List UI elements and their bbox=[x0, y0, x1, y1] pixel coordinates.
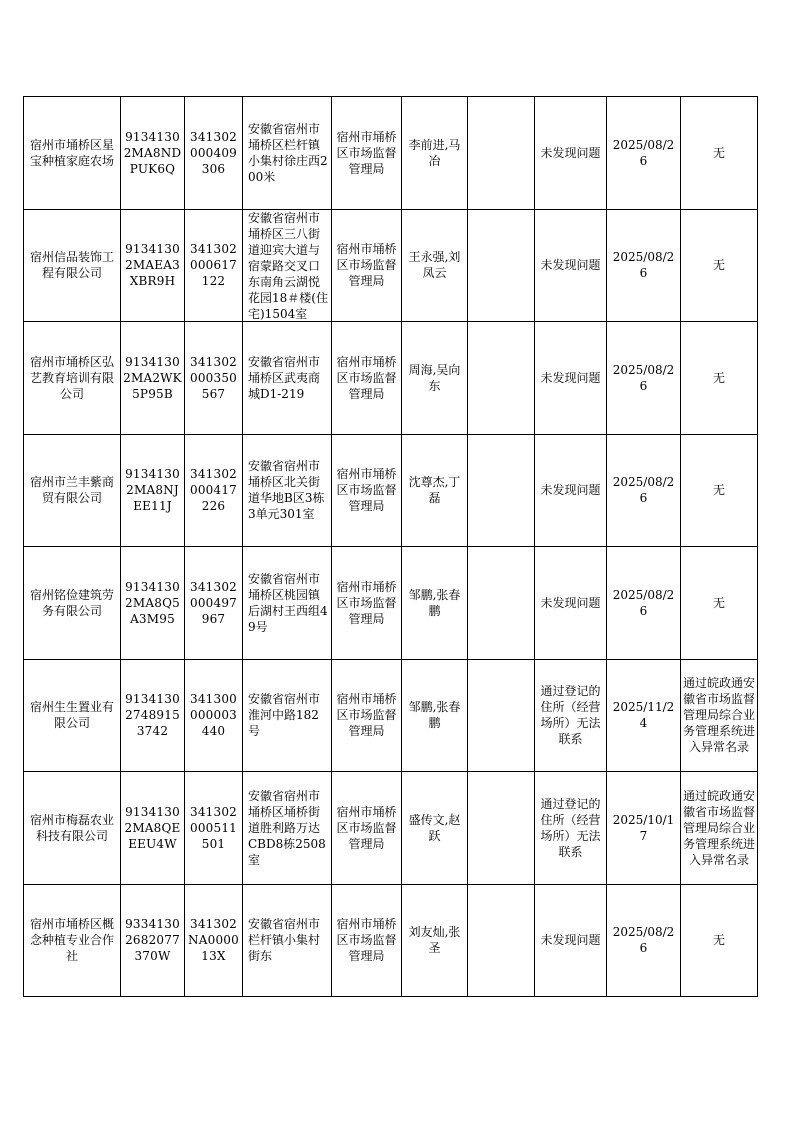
address-cell-text: 安徽省宿州市淮河中路182号 bbox=[248, 692, 321, 739]
inspection-result-cell bbox=[535, 434, 607, 547]
company-name-cell-text: 宿州市梅磊农业科技有限公司 bbox=[29, 812, 114, 843]
registration-number-cell bbox=[185, 434, 243, 547]
handling-cell bbox=[681, 97, 758, 210]
empty-cell bbox=[468, 772, 535, 885]
empty-cell bbox=[468, 322, 535, 435]
inspectors-cell bbox=[402, 209, 468, 322]
inspectors-cell-text: 周海,吴向东 bbox=[408, 362, 461, 393]
company-name-cell-text: 宿州市埇桥区弘艺教育培训有限公司 bbox=[29, 354, 114, 401]
credit-code-cell-text: 91341302MAEA3XBR9H bbox=[125, 242, 180, 289]
inspection-result-cell-text: 通过登记的住所（经营场所）无法联系 bbox=[540, 796, 601, 859]
registration-number-cell bbox=[185, 97, 243, 210]
handling-cell-text: 无 bbox=[712, 483, 725, 498]
credit-code-cell bbox=[121, 97, 185, 210]
registration-number-cell-text: 341302000617122 bbox=[189, 242, 237, 289]
company-name-cell bbox=[24, 547, 121, 660]
address-cell bbox=[243, 97, 332, 210]
credit-code-cell-text: 91341302MA8QEEEU4W bbox=[124, 804, 181, 851]
company-name-cell-text: 宿州市兰丰紫商贸有限公司 bbox=[29, 475, 114, 506]
inspectors-cell-text: 刘友灿,张圣 bbox=[408, 925, 461, 956]
company-name-cell bbox=[24, 884, 121, 997]
date-cell-text: 2025/08/26 bbox=[612, 137, 675, 168]
credit-code-cell bbox=[121, 322, 185, 435]
inspection-result-cell bbox=[535, 884, 607, 997]
empty-cell bbox=[468, 434, 535, 547]
authority-cell bbox=[332, 547, 402, 660]
authority-cell bbox=[332, 884, 402, 997]
address-cell bbox=[243, 434, 332, 547]
inspectors-cell-text: 王永强,刘凤云 bbox=[408, 250, 461, 281]
authority-cell-text: 宿州市埇桥区市场监督管理局 bbox=[336, 804, 397, 851]
address-cell bbox=[243, 547, 332, 660]
address-cell bbox=[243, 659, 332, 772]
inspection-result-cell bbox=[535, 659, 607, 772]
inspection-result-cell bbox=[535, 772, 607, 885]
inspection-result-cell-text: 通过登记的住所（经营场所）无法联系 bbox=[540, 684, 601, 747]
company-name-cell-text: 宿州市埇桥区星宝种植家庭农场 bbox=[29, 137, 114, 168]
registration-number-cell bbox=[185, 772, 243, 885]
date-cell bbox=[607, 884, 681, 997]
authority-cell bbox=[332, 322, 402, 435]
table-row bbox=[24, 659, 758, 772]
credit-code-cell bbox=[121, 434, 185, 547]
handling-cell-text: 无 bbox=[712, 258, 725, 273]
inspectors-cell-text: 李前进,马冶 bbox=[408, 137, 461, 168]
date-cell bbox=[607, 322, 681, 435]
inspection-result-cell bbox=[535, 547, 607, 660]
credit-code-cell bbox=[121, 547, 185, 660]
table-row bbox=[24, 434, 758, 547]
inspectors-cell-text: 邹鹏,张春鹏 bbox=[408, 700, 461, 731]
registration-number-cell bbox=[185, 884, 243, 997]
credit-code-cell bbox=[121, 884, 185, 997]
date-cell bbox=[607, 772, 681, 885]
address-cell-text: 安徽省宿州市栏杆镇小集村街东 bbox=[248, 917, 321, 964]
company-name-cell bbox=[24, 659, 121, 772]
company-name-cell-text: 宿州市埇桥区概念种植专业合作社 bbox=[29, 917, 114, 964]
address-cell bbox=[243, 322, 332, 435]
authority-cell-text: 宿州市埇桥区市场监督管理局 bbox=[336, 579, 397, 626]
inspectors-cell bbox=[402, 97, 468, 210]
date-cell bbox=[607, 97, 681, 210]
inspectors-cell bbox=[402, 659, 468, 772]
table-row bbox=[24, 322, 758, 435]
company-name-cell bbox=[24, 97, 121, 210]
handling-cell-text: 通过皖政通安徽省市场监督管理局综合业务管理系统进入异常名录 bbox=[683, 676, 755, 755]
credit-code-cell bbox=[121, 209, 185, 322]
empty-cell bbox=[468, 659, 535, 772]
authority-cell bbox=[332, 772, 402, 885]
handling-cell bbox=[681, 884, 758, 997]
table-row bbox=[24, 772, 758, 885]
credit-code-cell-text: 91341302MA8NJEE11J bbox=[125, 467, 180, 514]
handling-cell bbox=[681, 209, 758, 322]
inspectors-cell-text: 邹鹏,张春鹏 bbox=[408, 587, 461, 618]
inspectors-cell bbox=[402, 547, 468, 660]
handling-cell-text: 无 bbox=[712, 933, 725, 948]
address-cell bbox=[243, 209, 332, 322]
inspection-result-cell bbox=[535, 209, 607, 322]
date-cell-text: 2025/11/24 bbox=[612, 700, 675, 731]
inspection-table bbox=[23, 96, 758, 997]
inspection-result-cell bbox=[535, 322, 607, 435]
inspection-result-cell-text: 未发现问题 bbox=[540, 483, 601, 498]
date-cell-text: 2025/08/26 bbox=[612, 362, 675, 393]
inspectors-cell-text: 盛传文,赵跃 bbox=[408, 812, 461, 843]
credit-code-cell bbox=[121, 659, 185, 772]
registration-number-cell-text: 341302000350567 bbox=[189, 354, 237, 401]
inspection-result-cell-text: 未发现问题 bbox=[540, 933, 601, 948]
handling-cell bbox=[681, 659, 758, 772]
handling-cell bbox=[681, 322, 758, 435]
authority-cell-text: 宿州市埇桥区市场监督管理局 bbox=[336, 129, 397, 176]
date-cell bbox=[607, 659, 681, 772]
authority-cell bbox=[332, 434, 402, 547]
address-cell-text: 安徽省宿州市埇桥区武夷商城D1-219 bbox=[248, 354, 321, 401]
address-cell-text: 安徽省宿州市埇桥区北关街道华地B区3栋3单元301室 bbox=[248, 459, 325, 522]
inspectors-cell bbox=[402, 434, 468, 547]
handling-cell-text: 无 bbox=[712, 595, 725, 610]
empty-cell bbox=[468, 97, 535, 210]
authority-cell bbox=[332, 659, 402, 772]
registration-number-cell-text: 341302000497967 bbox=[189, 579, 237, 626]
table-body bbox=[24, 97, 758, 997]
company-name-cell-text: 宿州铭俭建筑劳务有限公司 bbox=[29, 587, 114, 618]
company-name-cell bbox=[24, 209, 121, 322]
inspection-result-cell-text: 未发现问题 bbox=[540, 370, 601, 385]
credit-code-cell-text: 91341302MA2WK5P95B bbox=[123, 354, 182, 401]
authority-cell-text: 宿州市埇桥区市场监督管理局 bbox=[336, 692, 397, 739]
inspectors-cell bbox=[402, 772, 468, 885]
address-cell-text: 安徽省宿州市埇桥区桃园镇后湖村王西组49号 bbox=[248, 571, 328, 634]
inspectors-cell bbox=[402, 322, 468, 435]
inspectors-cell-text: 沈尊杰,丁磊 bbox=[408, 475, 461, 506]
company-name-cell bbox=[24, 322, 121, 435]
registration-number-cell-text: 341302NA000013X bbox=[188, 917, 239, 964]
authority-cell-text: 宿州市埇桥区市场监督管理局 bbox=[336, 917, 397, 964]
empty-cell bbox=[468, 884, 535, 997]
handling-cell-text: 无 bbox=[712, 145, 725, 160]
credit-code-cell-text: 91341302MA8Q5A3M95 bbox=[125, 579, 180, 626]
handling-cell-text: 通过皖政通安徽省市场监督管理局综合业务管理系统进入异常名录 bbox=[683, 788, 755, 867]
credit-code-cell-text: 913413027489153742 bbox=[125, 692, 180, 739]
empty-cell bbox=[468, 209, 535, 322]
handling-cell bbox=[681, 547, 758, 660]
authority-cell-text: 宿州市埇桥区市场监督管理局 bbox=[336, 467, 397, 514]
registration-number-cell-text: 341300000003440 bbox=[189, 692, 237, 739]
company-name-cell-text: 宿州生生置业有限公司 bbox=[29, 700, 114, 731]
credit-code-cell-text: 93341302682077370W bbox=[125, 917, 180, 964]
inspection-result-cell-text: 未发现问题 bbox=[540, 595, 601, 610]
registration-number-cell-text: 341302000409306 bbox=[189, 129, 237, 176]
address-cell-text: 安徽省宿州市埇桥区栏杆镇小集村徐庄西200米 bbox=[248, 121, 328, 184]
table-row bbox=[24, 547, 758, 660]
address-cell-text: 安徽省宿州市埇桥区埇桥街道胜利路万达CBD8栋2508室 bbox=[248, 788, 326, 867]
inspection-result-cell bbox=[535, 97, 607, 210]
date-cell-text: 2025/08/26 bbox=[612, 475, 675, 506]
handling-cell bbox=[681, 434, 758, 547]
registration-number-cell bbox=[185, 547, 243, 660]
address-cell bbox=[243, 772, 332, 885]
company-name-cell bbox=[24, 772, 121, 885]
date-cell-text: 2025/08/26 bbox=[612, 250, 675, 281]
date-cell-text: 2025/08/26 bbox=[612, 587, 675, 618]
date-cell-text: 2025/10/17 bbox=[612, 812, 675, 843]
authority-cell bbox=[332, 209, 402, 322]
table-row bbox=[24, 97, 758, 210]
registration-number-cell-text: 341302000417226 bbox=[189, 467, 237, 514]
empty-cell bbox=[468, 547, 535, 660]
inspection-result-cell-text: 未发现问题 bbox=[540, 145, 601, 160]
authority-cell bbox=[332, 97, 402, 210]
date-cell-text: 2025/08/26 bbox=[612, 925, 675, 956]
authority-cell-text: 宿州市埇桥区市场监督管理局 bbox=[336, 242, 397, 289]
inspection-result-cell-text: 未发现问题 bbox=[540, 258, 601, 273]
date-cell bbox=[607, 547, 681, 660]
handling-cell-text: 无 bbox=[712, 370, 725, 385]
company-name-cell bbox=[24, 434, 121, 547]
registration-number-cell bbox=[185, 322, 243, 435]
company-name-cell-text: 宿州信品装饰工程有限公司 bbox=[29, 250, 114, 281]
date-cell bbox=[607, 434, 681, 547]
table-row bbox=[24, 884, 758, 997]
table-row bbox=[24, 209, 758, 322]
address-cell bbox=[243, 884, 332, 997]
registration-number-cell bbox=[185, 209, 243, 322]
inspectors-cell bbox=[402, 884, 468, 997]
registration-number-cell-text: 341302000511501 bbox=[189, 804, 237, 851]
registration-number-cell bbox=[185, 659, 243, 772]
date-cell bbox=[607, 209, 681, 322]
credit-code-cell-text: 91341302MA8NDPUK6Q bbox=[123, 129, 182, 176]
address-cell-text: 安徽省宿州市埇桥区三八街道迎宾大道与宿蒙路交叉口东南角云湖悦花园18＃楼(住宅)1504室 bbox=[248, 211, 328, 321]
credit-code-cell bbox=[121, 772, 185, 885]
authority-cell-text: 宿州市埇桥区市场监督管理局 bbox=[336, 354, 397, 401]
handling-cell bbox=[681, 772, 758, 885]
